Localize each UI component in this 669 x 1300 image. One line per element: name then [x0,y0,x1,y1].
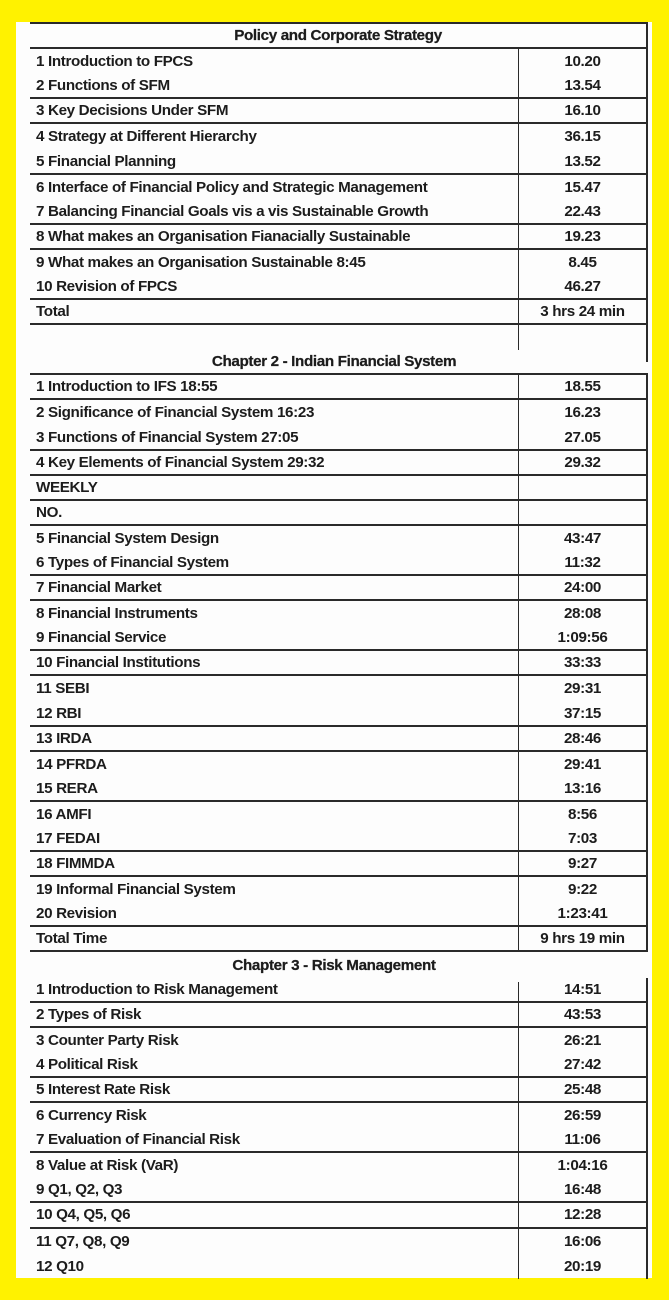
duration-value: 20:19 [518,1254,648,1279]
table-row [30,1053,648,1078]
section-header [30,24,648,49]
topic-label: 18 FIMMDA [36,855,115,873]
topic-label: 4 Key Elements of Financial System 29:32 [36,453,325,471]
duration-value [518,501,648,524]
table-row [30,124,648,149]
table-row [30,601,648,626]
table-row [30,1153,648,1178]
duration-value: 8:56 [518,802,648,827]
duration-value: 14:51 [518,978,648,1001]
table-row [30,175,648,200]
total-duration: 9 hrs 19 min [518,927,648,950]
duration-value: 29.32 [518,451,648,474]
topic-label: 11 Q7, Q8, Q9 [36,1232,130,1250]
topic-label: 1 Introduction to FPCS [36,53,193,71]
table-row [30,225,648,250]
topic-label: 12 RBI [36,704,82,722]
table-row [30,1203,648,1228]
duration-value: 9:27 [518,852,648,875]
duration-value: 29:41 [518,752,648,777]
table-row [30,400,648,425]
table-row [30,451,648,476]
table-row [30,777,648,802]
topic-label: 2 Types of Risk [36,1005,142,1023]
spacer-cell [30,325,518,350]
topic-label: 2 Functions of SFM [36,77,170,95]
topic-label: 7 Balancing Financial Goals vis a vis Sustainable Growth [36,202,429,220]
duration-value [518,476,648,499]
duration-value: 27:42 [518,1053,648,1076]
topic-label: 8 Value at Risk (VaR) [36,1157,179,1175]
duration-value: 26:21 [518,1028,648,1053]
topic-label: 5 Financial System Design [36,529,219,547]
duration-value: 13.54 [518,74,648,97]
table-row [30,902,648,927]
topic-label: 6 Interface of Financial Policy and Strategic Management [36,178,428,196]
duration-value: 1:23:41 [518,902,648,925]
table-row [30,275,648,300]
table-row [30,375,648,400]
section-title: Chapter 3 - Risk Management [232,956,436,974]
topic-label: 15 RERA [36,779,98,797]
topic-label: 10 Revision of FPCS [36,277,178,295]
spacer-row [30,325,648,350]
topic-label: 11 SEBI [36,680,90,698]
topic-label: 7 Evaluation of Financial Risk [36,1131,240,1149]
duration-value: 37:15 [518,702,648,725]
duration-value: 12:28 [518,1203,648,1226]
table-row [30,526,648,551]
table-row [30,501,648,526]
total-row [30,300,648,325]
table-row [30,74,648,99]
duration-value: 26:59 [518,1103,648,1128]
table-row [30,752,648,777]
duration-value: 28:46 [518,727,648,750]
topic-label: 3 Key Decisions Under SFM [36,102,229,120]
total-label: Total [36,303,70,321]
duration-value: 27.05 [518,426,648,449]
section-header [30,350,648,375]
topic-label: 6 Types of Financial System [36,554,229,572]
duration-value: 8.45 [518,250,648,275]
table-row [30,426,648,451]
duration-value: 13.52 [518,149,648,172]
section-title: Chapter 2 - Indian Financial System [211,353,457,371]
duration-value: 43:47 [518,526,648,551]
duration-value: 1:09:56 [518,626,648,649]
section-title: Policy and Corporate Strategy [234,27,442,45]
duration-value: 33:33 [518,651,648,674]
topic-label: 20 Revision [36,905,117,923]
duration-value: 22.43 [518,200,648,223]
topic-label: 14 PFRDA [36,755,107,773]
table-row [30,978,648,1003]
table-row [30,476,648,501]
table-row [30,551,648,576]
topic-label: 1 Introduction to IFS 18:55 [36,378,218,396]
duration-value: 19.23 [518,225,648,248]
duration-value: 24:00 [518,576,648,599]
topic-label: 10 Q4, Q5, Q6 [36,1206,131,1224]
topic-label: 8 What makes an Organisation Fianacially Sustainable [36,227,411,245]
total-label: Total Time [36,930,108,948]
topic-label: 5 Interest Rate Risk [36,1080,170,1098]
duration-value: 16.10 [518,99,648,122]
topic-label: 3 Counter Party Risk [36,1031,179,1049]
total-row [30,927,648,952]
topic-label: 2 Significance of Financial System 16:23 [36,404,315,422]
topic-label: 10 Financial Institutions [36,654,201,672]
table-row [30,99,648,124]
topic-label: 7 Financial Market [36,579,162,597]
table-row [30,852,648,877]
table-row [30,1028,648,1053]
table-row [30,1003,648,1028]
table-row [30,877,648,902]
border-fragment [646,350,648,362]
topic-label: 12 Q10 [36,1257,84,1275]
total-duration: 3 hrs 24 min [518,300,648,323]
duration-value: 10.20 [518,49,648,74]
table-row [30,827,648,852]
duration-value: 43:53 [518,1003,648,1026]
table-row [30,250,648,275]
table-row [30,49,648,74]
topic-label: NO. [36,503,62,521]
duration-value: 16:48 [518,1178,648,1201]
duration-value: 9:22 [518,877,648,902]
topic-label: 3 Functions of Financial System 27:05 [36,428,299,446]
section-header [30,952,648,977]
topic-label: 1 Introduction to Risk Management [36,980,278,998]
duration-value: 29:31 [518,676,648,701]
duration-value: 13:16 [518,777,648,800]
table-row [30,1128,648,1153]
spacer-cell [518,325,648,350]
table-row [30,1254,648,1279]
duration-value: 11:06 [518,1128,648,1151]
table-row [30,200,648,225]
topic-label: 4 Political Risk [36,1055,138,1073]
topic-label: WEEKLY [36,478,98,496]
duration-value: 1:04:16 [518,1153,648,1178]
topic-label: 19 Informal Financial System [36,881,236,899]
topic-label: 6 Currency Risk [36,1107,147,1125]
table-row [30,1078,648,1103]
table-row [30,626,648,651]
duration-value: 7:03 [518,827,648,850]
table-row [30,1229,648,1254]
table-row [30,1178,648,1203]
duration-value: 15.47 [518,175,648,200]
table-row [30,651,648,676]
table-row [30,1103,648,1128]
lecture-duration-table [30,22,648,1279]
table-row [30,802,648,827]
table-row [30,149,648,174]
topic-label: 9 What makes an Organisation Sustainable 8:45 [36,253,366,271]
topic-label: 9 Financial Service [36,629,167,647]
topic-label: 4 Strategy at Different Hierarchy [36,128,257,146]
table-row [30,676,648,701]
table-row [30,727,648,752]
duration-value: 16:06 [518,1229,648,1254]
duration-value: 25:48 [518,1078,648,1101]
table-row [30,576,648,601]
topic-label: 16 AMFI [36,805,92,823]
topic-label: 8 Financial Instruments [36,605,198,623]
duration-value: 16.23 [518,400,648,425]
topic-label: 5 Financial Planning [36,152,176,170]
duration-value: 18.55 [518,375,648,398]
duration-value: 28:08 [518,601,648,626]
table-row [30,702,648,727]
schedule-panel [16,22,652,1278]
duration-value: 36.15 [518,124,648,149]
topic-label: 13 IRDA [36,729,92,747]
duration-value: 46.27 [518,275,648,298]
topic-label: 17 FEDAI [36,830,100,848]
duration-value: 11:32 [518,551,648,574]
topic-label: 9 Q1, Q2, Q3 [36,1181,123,1199]
